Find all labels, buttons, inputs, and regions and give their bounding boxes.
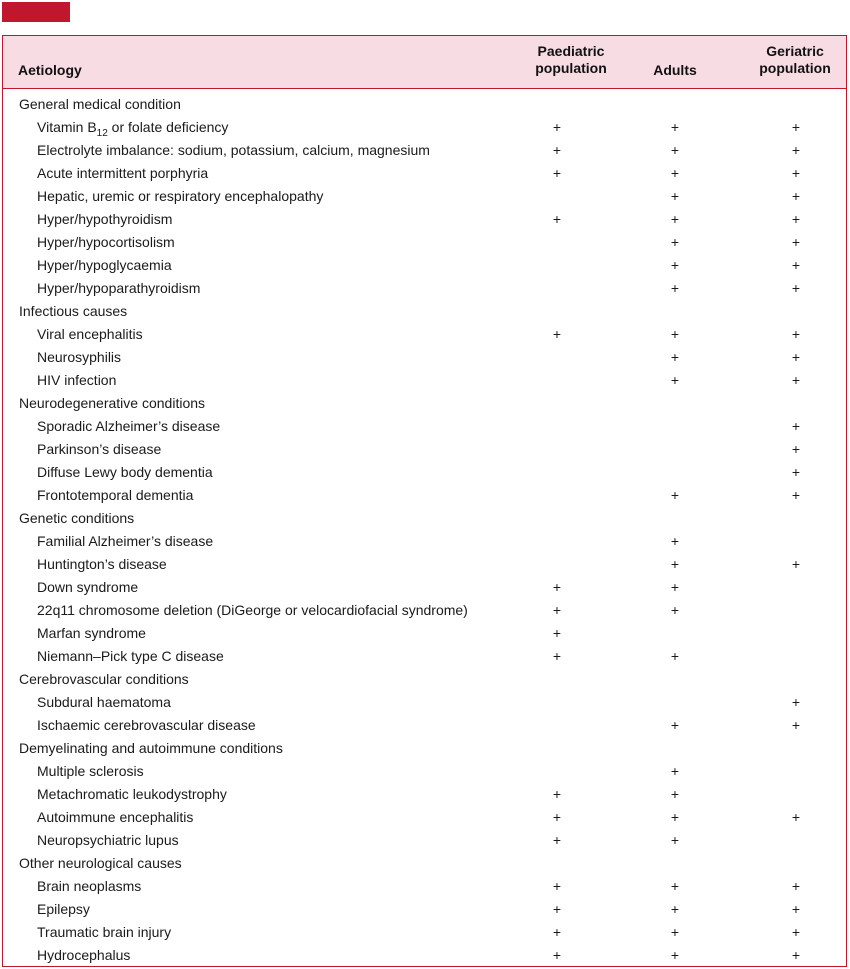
geriatric-mark: + — [791, 211, 801, 227]
geriatric-mark: + — [791, 165, 801, 181]
aetiology-label: Parkinson’s disease — [37, 441, 162, 457]
aetiology-table — [2, 35, 847, 967]
aetiology-label: Niemann–Pick type C disease — [37, 648, 224, 664]
geriatric-mark: + — [791, 809, 801, 825]
aetiology-label: Acute intermittent porphyria — [37, 165, 209, 181]
paediatric-mark: + — [552, 648, 562, 664]
paediatric-mark: + — [552, 786, 562, 802]
category-row — [3, 852, 846, 875]
paediatric-mark: + — [552, 119, 562, 135]
category-row — [3, 300, 846, 323]
category-row — [3, 507, 846, 530]
header-adults: Adults — [653, 62, 697, 78]
adults-mark: + — [670, 349, 680, 365]
paediatric-mark: + — [552, 326, 562, 342]
adults-mark: + — [670, 234, 680, 250]
category-label: Genetic conditions — [19, 510, 135, 526]
paediatric-mark: + — [552, 165, 562, 181]
table-row — [3, 116, 846, 139]
aetiology-label: Hyper/hypocortisolism — [37, 234, 175, 250]
aetiology-label: Metachromatic leukodystrophy — [37, 786, 227, 802]
adults-mark: + — [670, 786, 680, 802]
aetiology-label: Hyper/hypothyroidism — [37, 211, 173, 227]
geriatric-mark: + — [791, 326, 801, 342]
header-geriatric: Geriatric population — [759, 43, 831, 76]
geriatric-mark: + — [791, 878, 801, 894]
aetiology-label: Diffuse Lewy body dementia — [37, 464, 213, 480]
table-row — [3, 760, 846, 783]
aetiology-label: Electrolyte imbalance: sodium, potassium, calcium, magnesium — [37, 142, 430, 158]
adults-mark: + — [670, 602, 680, 618]
table-header — [3, 36, 846, 89]
table-row — [3, 921, 846, 944]
table-row — [3, 599, 846, 622]
category-label: General medical condition — [19, 96, 181, 112]
table-row — [3, 346, 846, 369]
table-row — [3, 185, 846, 208]
adults-mark: + — [670, 717, 680, 733]
paediatric-mark: + — [552, 809, 562, 825]
geriatric-mark: + — [791, 418, 801, 434]
aetiology-label: 22q11 chromosome deletion (DiGeorge or velocardiofacial syndrome) — [37, 602, 468, 618]
aetiology-label: Hepatic, uremic or respiratory encephalopathy — [37, 188, 324, 204]
aetiology-label: Ischaemic cerebrovascular disease — [37, 717, 256, 733]
geriatric-mark: + — [791, 464, 801, 480]
geriatric-mark: + — [791, 257, 801, 273]
category-row — [3, 737, 846, 760]
table-row — [3, 530, 846, 553]
aetiology-label: Traumatic brain injury — [37, 924, 172, 940]
category-row — [3, 668, 846, 691]
aetiology-label: Vitamin $B_{12}$ or folate deficiency — [37, 119, 229, 139]
table-row — [3, 139, 846, 162]
paediatric-mark: + — [552, 142, 562, 158]
adults-mark: + — [670, 648, 680, 664]
category-label: Demyelinating and autoimmune conditions — [19, 740, 283, 756]
geriatric-mark: + — [791, 349, 801, 365]
adults-mark: + — [670, 211, 680, 227]
adults-mark: + — [670, 142, 680, 158]
adults-mark: + — [670, 878, 680, 894]
aetiology-label: Brain neoplasms — [37, 878, 142, 894]
adults-mark: + — [670, 533, 680, 549]
geriatric-mark: + — [791, 694, 801, 710]
table-row — [3, 944, 846, 967]
aetiology-label: Neurosyphilis — [37, 349, 122, 365]
aetiology-label: Hyper/hypoparathyroidism — [37, 280, 201, 296]
adults-mark: + — [670, 556, 680, 572]
aetiology-label: Epilepsy — [37, 901, 90, 917]
geriatric-mark: + — [791, 188, 801, 204]
aetiology-label: Subdural haematoma — [37, 694, 171, 710]
table-row — [3, 254, 846, 277]
table-row — [3, 645, 846, 668]
geriatric-mark: + — [791, 142, 801, 158]
geriatric-mark: + — [791, 441, 801, 457]
adults-mark: + — [670, 579, 680, 595]
paediatric-mark: + — [552, 211, 562, 227]
aetiology-label: Hydrocephalus — [37, 947, 131, 963]
adults-mark: + — [670, 809, 680, 825]
table-row — [3, 415, 846, 438]
aetiology-label: Huntington’s disease — [37, 556, 167, 572]
geriatric-mark: + — [791, 901, 801, 917]
aetiology-label: Multiple sclerosis — [37, 763, 144, 779]
adults-mark: + — [670, 924, 680, 940]
paediatric-mark: + — [552, 602, 562, 618]
aetiology-label: Frontotemporal dementia — [37, 487, 194, 503]
table-row — [3, 783, 846, 806]
table-row — [3, 553, 846, 576]
paediatric-mark: + — [552, 579, 562, 595]
table-body — [3, 93, 846, 967]
table-row — [3, 898, 846, 921]
table-row — [3, 323, 846, 346]
geriatric-mark: + — [791, 924, 801, 940]
adults-mark: + — [670, 832, 680, 848]
category-row — [3, 392, 846, 415]
geriatric-mark: + — [791, 234, 801, 250]
adults-mark: + — [670, 372, 680, 388]
category-label: Neurodegenerative conditions — [19, 395, 206, 411]
adults-mark: + — [670, 326, 680, 342]
table-row — [3, 622, 846, 645]
paediatric-mark: + — [552, 947, 562, 963]
paediatric-mark: + — [552, 878, 562, 894]
aetiology-label: Neuropsychiatric lupus — [37, 832, 179, 848]
header-aetiology: Aetiology — [18, 62, 82, 78]
paediatric-mark: + — [552, 625, 562, 641]
table-row — [3, 829, 846, 852]
geriatric-mark: + — [791, 947, 801, 963]
adults-mark: + — [670, 188, 680, 204]
geriatric-mark: + — [791, 119, 801, 135]
geriatric-mark: + — [791, 487, 801, 503]
table-row — [3, 484, 846, 507]
category-row — [3, 93, 846, 116]
table-row — [3, 277, 846, 300]
paediatric-mark: + — [552, 924, 562, 940]
category-label: Other neurological causes — [19, 855, 182, 871]
table-row — [3, 162, 846, 185]
adults-mark: + — [670, 947, 680, 963]
category-label: Infectious causes — [19, 303, 128, 319]
adults-mark: + — [670, 901, 680, 917]
adults-mark: + — [670, 763, 680, 779]
table-row — [3, 231, 846, 254]
table-row — [3, 438, 846, 461]
aetiology-label: Viral encephalitis — [37, 326, 143, 342]
table-row — [3, 208, 846, 231]
table-row — [3, 691, 846, 714]
adults-mark: + — [670, 280, 680, 296]
aetiology-label: Hyper/hypoglycaemia — [37, 257, 172, 273]
table-row — [3, 461, 846, 484]
geriatric-mark: + — [791, 556, 801, 572]
paediatric-mark: + — [552, 901, 562, 917]
adults-mark: + — [670, 119, 680, 135]
adults-mark: + — [670, 165, 680, 181]
adults-mark: + — [670, 487, 680, 503]
adults-mark: + — [670, 257, 680, 273]
geriatric-mark: + — [791, 280, 801, 296]
aetiology-label: Autoimmune encephalitis — [37, 809, 194, 825]
aetiology-label: Down syndrome — [37, 579, 139, 595]
paediatric-mark: + — [552, 832, 562, 848]
geriatric-mark: + — [791, 372, 801, 388]
category-label: Cerebrovascular conditions — [19, 671, 189, 687]
aetiology-label: Marfan syndrome — [37, 625, 146, 641]
header-paediatric: Paediatric population — [535, 43, 607, 76]
geriatric-mark: + — [791, 717, 801, 733]
aetiology-label: Sporadic Alzheimer’s disease — [37, 418, 221, 434]
table-row — [3, 714, 846, 737]
aetiology-label: HIV infection — [37, 372, 117, 388]
aetiology-label: Familial Alzheimer’s disease — [37, 533, 214, 549]
table-row — [3, 576, 846, 599]
table-row — [3, 875, 846, 898]
table-row — [3, 806, 846, 829]
table-row — [3, 369, 846, 392]
table-label-tab — [2, 2, 70, 22]
